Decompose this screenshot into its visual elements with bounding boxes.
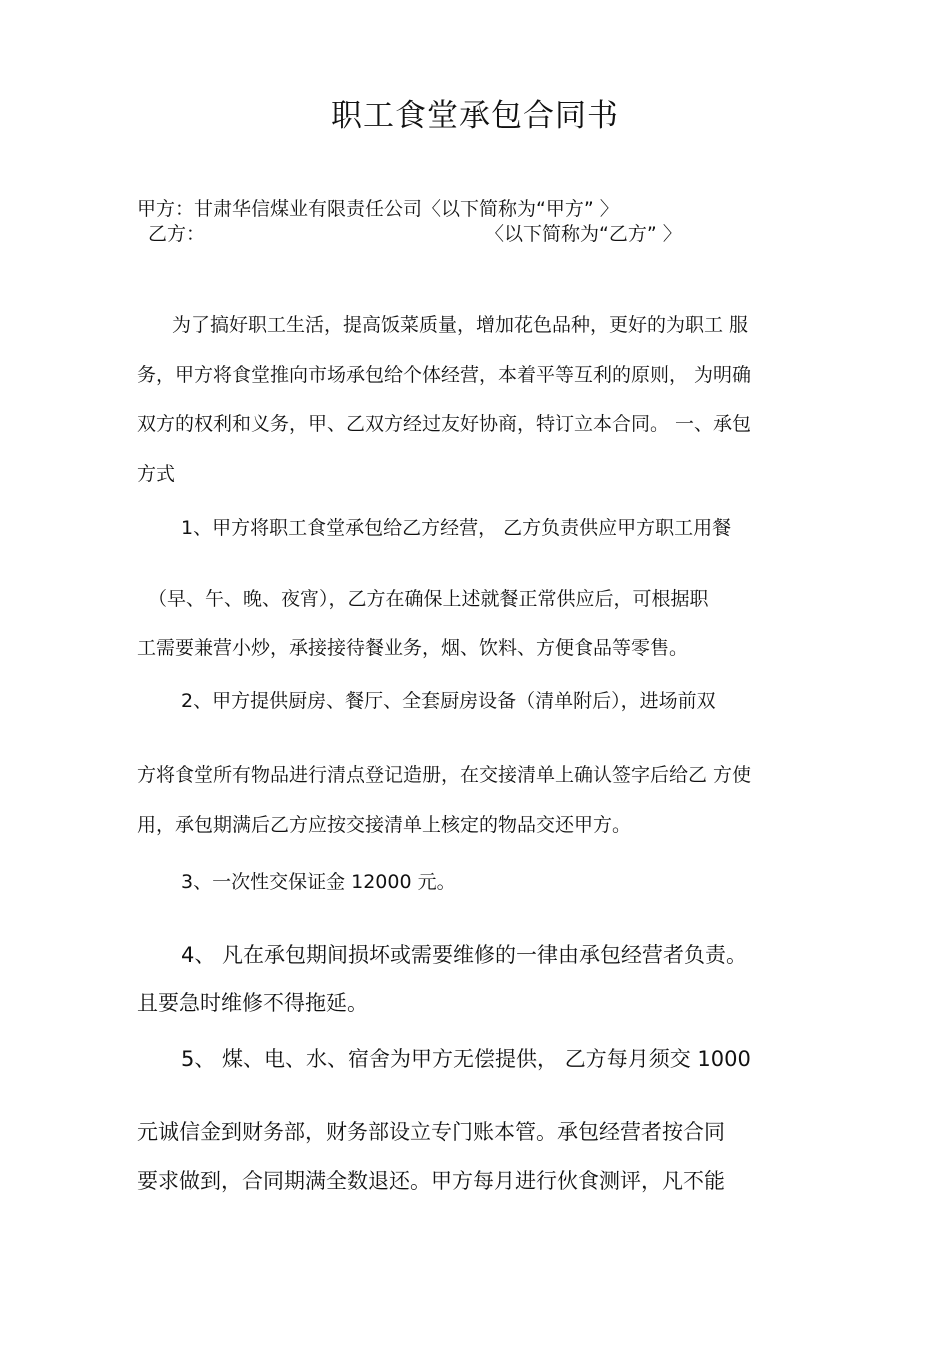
clause-line: 且要急时维修不得拖延。 — [137, 991, 368, 1015]
party-a-line: 甲方：甘肃华信煤业有限责任公司〈以下简称为“甲方” 〉 — [137, 198, 619, 220]
paragraph-line: 为了搞好职工生活，提高饭菜质量，增加花色品种，更好的为职工 服 — [172, 314, 749, 336]
clause-line: 方将食堂所有物品进行清点登记造册，在交接清单上确认签字后给乙 方使 — [137, 764, 752, 786]
clause-line: （早、午、晚、夜宵），乙方在确保上述就餐正常供应后，可根据职 — [148, 588, 709, 610]
clause-line: 要求做到，合同期满全数退还。甲方每月进行伙食测评，凡不能 — [137, 1169, 725, 1193]
document-title: 职工食堂承包合同书 — [331, 98, 619, 134]
clause-line: 工需要兼营小炒，承接接待餐业务，烟、饮料、方便食品等零售。 — [137, 637, 689, 659]
clause-line: 2、甲方提供厨房、餐厅、全套厨房设备（清单附后），进场前双 — [181, 690, 716, 712]
clause-line: 4、 凡在承包期间损坏或需要维修的一律由承包经营者负责。 — [181, 943, 748, 967]
party-b-reference: 〈以下简称为“乙方” 〉 — [485, 223, 682, 245]
party-b-label: 乙方： — [148, 223, 206, 245]
clause-line: 用，承包期满后乙方应按交接清单上核定的物品交还甲方。 — [137, 814, 632, 836]
clause-line: 3、一次性交保证金 12000 元。 — [181, 871, 456, 893]
clause-line: 元诚信金到财务部，财务部设立专门账本管。承包经营者按合同 — [137, 1120, 725, 1144]
paragraph-line: 务，甲方将食堂推向市场承包给个体经营，本着平等互利的原则， 为明确 — [137, 364, 752, 386]
paragraph-line: 方式 — [137, 463, 176, 485]
clause-line: 5、 煤、电、水、宿舍为甲方无偿提供， 乙方每月须交 1000 — [181, 1047, 751, 1071]
clause-line: 1、甲方将职工食堂承包给乙方经营， 乙方负责供应甲方职工用餐 — [181, 517, 732, 539]
paragraph-line: 双方的权利和义务，甲、乙双方经过友好协商，特订立本合同。 一、承包 — [137, 413, 752, 435]
